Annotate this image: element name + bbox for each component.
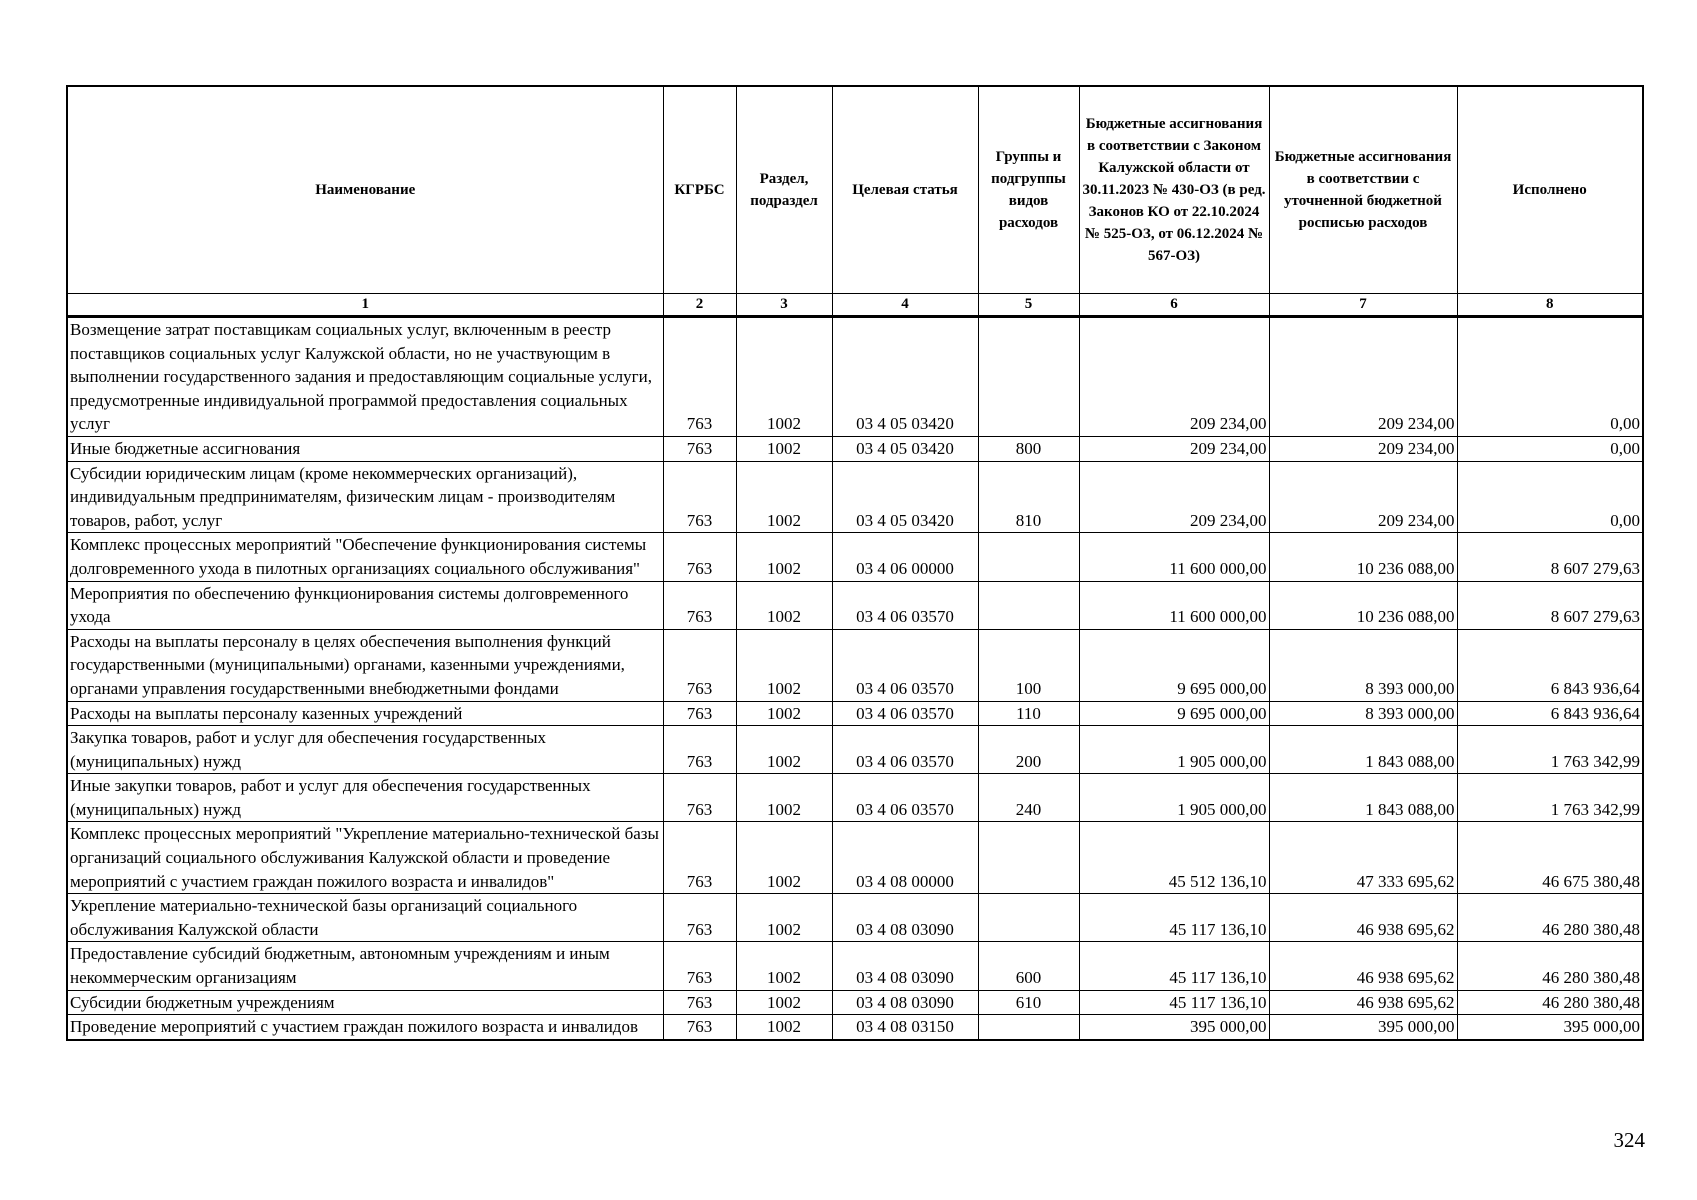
page-number: 324 [1613,1128,1645,1152]
cell-budget-list: 1 843 088,00 [1269,774,1457,822]
cell-kgrbs: 763 [663,533,736,581]
cell-name: Укрепление материально-технической базы организаций социального обслуживания Калужской области [67,894,663,942]
table-row [67,726,1643,774]
cell-expense-group: 610 [978,990,1079,1015]
cell-executed: 0,00 [1457,461,1643,533]
cell-executed: 8 607 279,63 [1457,533,1643,581]
cell-name: Расходы на выплаты персоналу казенных учреждений [67,701,663,726]
cell-budget-law: 11 600 000,00 [1079,533,1269,581]
cell-section: 1002 [736,317,832,437]
table-row [67,436,1643,461]
cell-executed: 8 607 279,63 [1457,581,1643,629]
cell-expense-group [978,533,1079,581]
column-number: 2 [663,294,736,317]
cell-name: Комплекс процессных мероприятий "Обеспечение функционирования системы долговременного ухода в пилотных организациях социального обслуживания" [67,533,663,581]
header-executed: Исполнено [1457,86,1643,294]
cell-section: 1002 [736,461,832,533]
cell-name: Возмещение затрат поставщикам социальных услуг, включенным в реестр поставщиков социальных услуг Калужской области, но не участвующим в выполнении государственного задания и предоставляющим социальные услуги, предусмотренные индивидуальной программой предоставления социальных услуг [67,317,663,437]
cell-budget-law: 209 234,00 [1079,461,1269,533]
column-number: 1 [67,294,663,317]
budget-table [66,85,1644,1041]
cell-budget-list: 209 234,00 [1269,461,1457,533]
cell-executed: 395 000,00 [1457,1015,1643,1040]
cell-name: Закупка товаров, работ и услуг для обеспечения государственных (муниципальных) нужд [67,726,663,774]
cell-target-article: 03 4 08 03090 [832,990,978,1015]
cell-expense-group: 600 [978,942,1079,990]
cell-executed: 46 675 380,48 [1457,822,1643,894]
cell-budget-law: 9 695 000,00 [1079,701,1269,726]
cell-executed: 6 843 936,64 [1457,629,1643,701]
cell-section: 1002 [736,942,832,990]
cell-budget-law: 45 512 136,10 [1079,822,1269,894]
cell-executed: 46 280 380,48 [1457,894,1643,942]
table-row [67,701,1643,726]
cell-expense-group [978,581,1079,629]
cell-section: 1002 [736,629,832,701]
cell-kgrbs: 763 [663,942,736,990]
cell-expense-group: 200 [978,726,1079,774]
cell-kgrbs: 763 [663,990,736,1015]
cell-target-article: 03 4 08 03150 [832,1015,978,1040]
cell-section: 1002 [736,822,832,894]
cell-budget-list: 46 938 695,62 [1269,894,1457,942]
cell-kgrbs: 763 [663,317,736,437]
header-section: Раздел, подраздел [736,86,832,294]
cell-expense-group [978,894,1079,942]
cell-target-article: 03 4 08 03090 [832,942,978,990]
cell-name: Иные бюджетные ассигнования [67,436,663,461]
table-row [67,629,1643,701]
cell-budget-law: 1 905 000,00 [1079,726,1269,774]
cell-kgrbs: 763 [663,894,736,942]
cell-section: 1002 [736,894,832,942]
cell-name: Субсидии бюджетным учреждениям [67,990,663,1015]
cell-budget-law: 1 905 000,00 [1079,774,1269,822]
table-row [67,774,1643,822]
cell-budget-list: 46 938 695,62 [1269,942,1457,990]
cell-executed: 1 763 342,99 [1457,774,1643,822]
cell-expense-group [978,1015,1079,1040]
cell-budget-list: 209 234,00 [1269,436,1457,461]
cell-expense-group: 240 [978,774,1079,822]
column-number: 5 [978,294,1079,317]
cell-section: 1002 [736,581,832,629]
cell-budget-list: 47 333 695,62 [1269,822,1457,894]
cell-section: 1002 [736,436,832,461]
column-number: 8 [1457,294,1643,317]
header-name: Наименование [67,86,663,294]
cell-name: Проведение мероприятий с участием граждан пожилого возраста и инвалидов [67,1015,663,1040]
header-target-article: Целевая статья [832,86,978,294]
cell-budget-list: 395 000,00 [1269,1015,1457,1040]
cell-budget-law: 209 234,00 [1079,317,1269,437]
header-row [67,86,1643,294]
cell-executed: 0,00 [1457,436,1643,461]
cell-name: Иные закупки товаров, работ и услуг для обеспечения государственных (муниципальных) нужд [67,774,663,822]
cell-expense-group: 810 [978,461,1079,533]
table-row [67,822,1643,894]
cell-expense-group: 800 [978,436,1079,461]
column-number: 7 [1269,294,1457,317]
cell-budget-list: 209 234,00 [1269,317,1457,437]
cell-section: 1002 [736,774,832,822]
cell-budget-law: 45 117 136,10 [1079,942,1269,990]
cell-name: Расходы на выплаты персоналу в целях обеспечения выполнения функций государственными (муниципальными) органами, казенными учреждениями, органами управления государственными внебюджетными фондами [67,629,663,701]
cell-expense-group [978,317,1079,437]
cell-section: 1002 [736,990,832,1015]
header-budget-law: Бюджетные ассигнования в соответствии с Законом Калужской области от 30.11.2023 № 430-ОЗ (в ред. Законов КО от 22.10.2024 № 525-ОЗ, от 06.12.2024 № 567-ОЗ) [1079,86,1269,294]
cell-target-article: 03 4 08 03090 [832,894,978,942]
header-kgrbs: КГРБС [663,86,736,294]
column-number-row [67,294,1643,317]
table-row [67,1015,1643,1040]
cell-name: Комплекс процессных мероприятий "Укрепление материально-технической базы организаций социального обслуживания Калужской области и проведение мероприятий с участием граждан пожилого возраста и инвалидов" [67,822,663,894]
header-budget-list: Бюджетные ассигнования в соответствии с уточненной бюджетной росписью расходов [1269,86,1457,294]
cell-kgrbs: 763 [663,629,736,701]
cell-target-article: 03 4 08 00000 [832,822,978,894]
column-number: 6 [1079,294,1269,317]
table-header [67,86,1643,317]
cell-budget-law: 209 234,00 [1079,436,1269,461]
cell-budget-list: 10 236 088,00 [1269,533,1457,581]
cell-budget-law: 395 000,00 [1079,1015,1269,1040]
cell-budget-list: 1 843 088,00 [1269,726,1457,774]
cell-kgrbs: 763 [663,822,736,894]
cell-name: Субсидии юридическим лицам (кроме некоммерческих организаций), индивидуальным предпринимателям, физическим лицам - производителям товаров, работ, услуг [67,461,663,533]
cell-executed: 0,00 [1457,317,1643,437]
cell-name: Мероприятия по обеспечению функционирования системы долговременного ухода [67,581,663,629]
cell-section: 1002 [736,726,832,774]
table-row [67,317,1643,437]
cell-budget-law: 45 117 136,10 [1079,990,1269,1015]
cell-executed: 46 280 380,48 [1457,942,1643,990]
budget-document [66,85,1644,1041]
table-row [67,581,1643,629]
cell-expense-group [978,822,1079,894]
cell-target-article: 03 4 05 03420 [832,436,978,461]
table-body [67,317,1643,1040]
column-number: 3 [736,294,832,317]
cell-budget-list: 8 393 000,00 [1269,701,1457,726]
cell-section: 1002 [736,533,832,581]
table-row [67,461,1643,533]
column-number: 4 [832,294,978,317]
cell-target-article: 03 4 05 03420 [832,317,978,437]
cell-target-article: 03 4 05 03420 [832,461,978,533]
cell-target-article: 03 4 06 03570 [832,774,978,822]
cell-target-article: 03 4 06 00000 [832,533,978,581]
cell-executed: 1 763 342,99 [1457,726,1643,774]
cell-target-article: 03 4 06 03570 [832,726,978,774]
table-row [67,990,1643,1015]
cell-budget-list: 10 236 088,00 [1269,581,1457,629]
cell-kgrbs: 763 [663,701,736,726]
cell-section: 1002 [736,701,832,726]
table-row [67,533,1643,581]
cell-executed: 46 280 380,48 [1457,990,1643,1015]
cell-executed: 6 843 936,64 [1457,701,1643,726]
cell-kgrbs: 763 [663,581,736,629]
cell-kgrbs: 763 [663,774,736,822]
cell-budget-law: 45 117 136,10 [1079,894,1269,942]
cell-kgrbs: 763 [663,726,736,774]
cell-section: 1002 [736,1015,832,1040]
cell-kgrbs: 763 [663,461,736,533]
cell-target-article: 03 4 06 03570 [832,581,978,629]
cell-budget-list: 8 393 000,00 [1269,629,1457,701]
cell-budget-law: 9 695 000,00 [1079,629,1269,701]
table-row [67,942,1643,990]
cell-expense-group: 100 [978,629,1079,701]
cell-target-article: 03 4 06 03570 [832,701,978,726]
cell-budget-law: 11 600 000,00 [1079,581,1269,629]
cell-target-article: 03 4 06 03570 [832,629,978,701]
cell-kgrbs: 763 [663,436,736,461]
cell-expense-group: 110 [978,701,1079,726]
table-row [67,894,1643,942]
cell-budget-list: 46 938 695,62 [1269,990,1457,1015]
header-expense-group: Группы и подгруппы видов расходов [978,86,1079,294]
cell-name: Предоставление субсидий бюджетным, автономным учреждениям и иным некоммерческим организациям [67,942,663,990]
cell-kgrbs: 763 [663,1015,736,1040]
